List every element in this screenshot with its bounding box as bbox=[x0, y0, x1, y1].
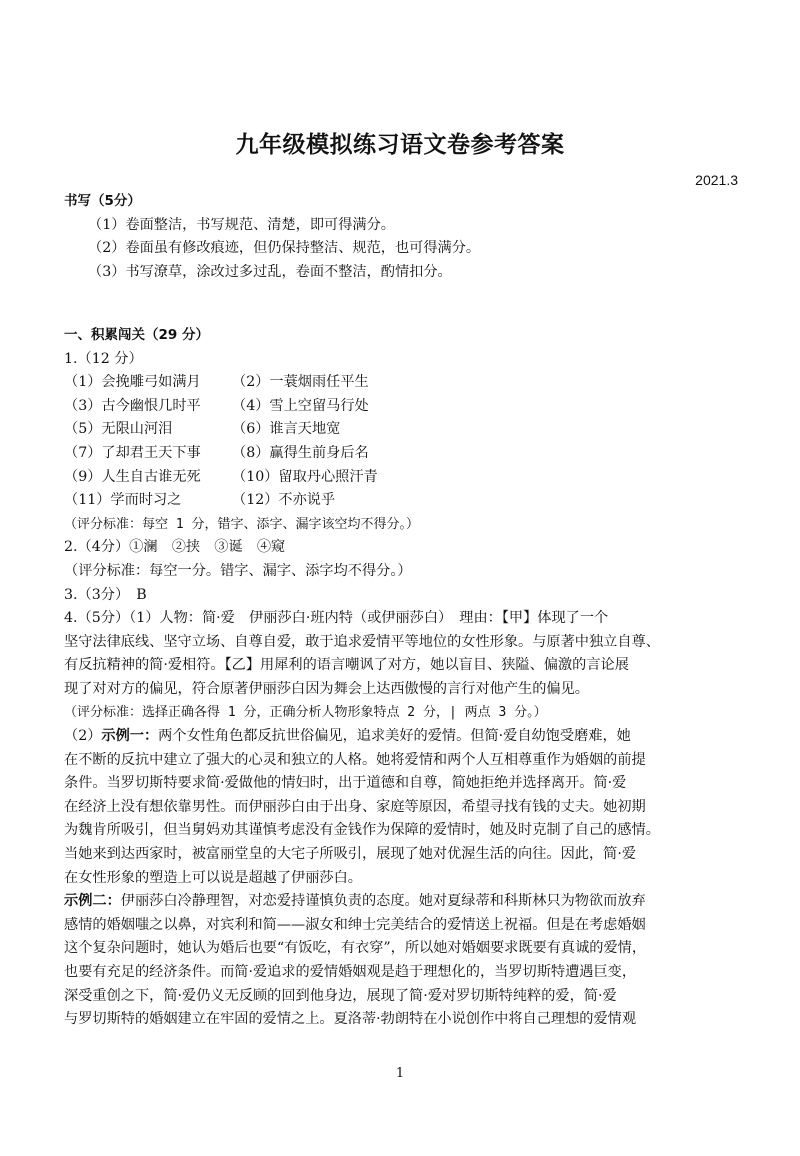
q1-answer: （12）不亦说乎 bbox=[232, 492, 336, 509]
q1-answer-grid bbox=[64, 371, 754, 513]
section1-heading: 一、积累闯关（29 分） bbox=[64, 326, 209, 343]
q1-answer: （3）古今幽恨几时平 bbox=[64, 397, 201, 414]
q4-line: 4.（5分）（1）人物：简·爱 伊丽莎白·班内特（或伊丽莎白） 理由：【甲】体现了一个 bbox=[64, 610, 609, 627]
example2-line: 这个复杂问题时，她认为婚后也要“有饭吃，有衣穿”，所以她对婚姻要求既要有真诚的爱情， bbox=[64, 940, 647, 957]
example1-line: 当她来到达西家时，被富丽堂皇的大宅子所吸引，展现了她对优渥生活的向往。因此，简·爱 bbox=[64, 846, 637, 863]
example1-line: 在经济上没有想依靠男性。而伊丽莎白由于出身、家庭等原因，希望寻找有钱的丈夫。她初期 bbox=[64, 798, 646, 815]
q1-answer: （7）了却君王天下事 bbox=[64, 444, 201, 461]
q1-answer: （9）人生自古谁无死 bbox=[64, 468, 201, 485]
answer-body bbox=[64, 190, 754, 1032]
q1-answer: （5）无限山河泪 bbox=[64, 421, 173, 438]
q1-answer: （6）谁言天地宽 bbox=[232, 421, 341, 438]
q1-answer: （11）学而时习之 bbox=[64, 492, 182, 509]
example1-line: 为魏肯所吸引，但当舅妈劝其谨慎考虑没有金钱作为保障的爱情时，她及时克制了自己的感情。 bbox=[64, 822, 660, 839]
q1-label: 1.（12 分） bbox=[64, 350, 143, 367]
example1-line: 在女性形象的塑造上可以说是超越了伊丽莎白。 bbox=[64, 869, 362, 886]
date-label: 2021.3 bbox=[695, 172, 738, 188]
q4-line: 有反抗精神的简·爱相符。【乙】用犀利的语言嘲讽了对方，她以盲目、狭隘、偏激的言论展 bbox=[64, 657, 629, 674]
example1-line: 条件。当罗切斯特要求简·爱做他的情妇时，出于道德和自尊，简她拒绝并选择离开。简·爱 bbox=[64, 775, 627, 792]
page-title: 九年级模拟练习语文卷参考答案 bbox=[235, 132, 565, 158]
q1-answer: （10）留取丹心照汗青 bbox=[232, 468, 378, 485]
page-number: 1 bbox=[395, 1066, 405, 1081]
q1-answer: （8）赢得生前身后名 bbox=[232, 444, 369, 461]
example2-first-line bbox=[64, 890, 754, 914]
q4-line: 现了对对方的偏见，符合原著伊丽莎白因为舞会上达西傲慢的言行对他产生的偏见。 bbox=[64, 680, 589, 697]
q1-answer: （1）会挽雕弓如满月 bbox=[64, 374, 201, 391]
example2-line: 与罗切斯特的婚姻建立在牢固的爱情之上。夏洛蒂·勃朗特在小说创作中将自己理想的爱情观 bbox=[64, 1011, 637, 1028]
example2-label: 示例二： bbox=[64, 893, 121, 910]
example1-label: 示例一： bbox=[101, 728, 159, 745]
q4-line: 坚守法律底线、坚守立场、自尊自爱，敢于追求爱情平等地位的女性形象。与原著中独立自尊、 bbox=[64, 633, 660, 650]
example2-line: 也要有充足的经济条件。而简·爱追求的爱情婚姻观是趋于理想化的，当罗切斯特遭遇巨变， bbox=[64, 964, 637, 980]
q2-answer: 2.（4分）①澜 ②挟 ③诞 ④窥 bbox=[64, 539, 286, 556]
writing-item: （1）卷面整洁，书写规范、清楚，即可得满分。 bbox=[88, 216, 395, 233]
example1-first-line bbox=[64, 725, 754, 749]
example1-text: 两个女性角色都反抗世俗偏见，追求美好的爱情。但简·爱自幼饱受磨难，她 bbox=[158, 728, 631, 745]
q2-scoring-note: （评分标准：每空一分。错字、漏字、添字均不得分。） bbox=[64, 562, 412, 579]
example2-text: 伊丽莎白冷静理智，对恋爱持谨慎负责的态度。她对夏绿蒂和科斯林只为物欲而放弃 bbox=[120, 893, 646, 910]
q4-scoring-note: （评分标准：选择正确各得 1 分，正确分析人物形象特点 2 分，| 两点 3 分。） bbox=[64, 705, 547, 721]
example2-line: 感情的婚姻嗤之以鼻，对宾利和简——淑女和绅士完美结合的爱情送上祝福。但是在考虑婚姻 bbox=[64, 916, 646, 933]
writing-item: （3）书写潦草，涂改过多过乱，卷面不整洁，酌情扣分。 bbox=[88, 263, 452, 280]
example2-line: 深受重创之下，简·爱仍义无反顾的回到他身边，展现了简·爱对罗切斯特纯粹的爱，简·爱 bbox=[64, 987, 617, 1004]
q1-answer: （2）一蓑烟雨任平生 bbox=[232, 374, 369, 391]
example1-line: 在不断的反抗中建立了强大的心灵和独立的人格。她将爱情和两个人互相尊重作为婚姻的前提 bbox=[64, 751, 646, 768]
writing-heading: 书写（5分） bbox=[64, 193, 141, 209]
writing-item: （2）卷面虽有修改痕迹，但仍保持整洁、规范，也可得满分。 bbox=[88, 240, 481, 257]
q1-scoring-note: （评分标准：每空 1 分，错字、添字、漏字该空均不得分。） bbox=[64, 516, 419, 532]
q3-answer: 3.（3分） B bbox=[64, 586, 147, 603]
example1-lead: （2） bbox=[64, 728, 102, 745]
q1-answer: （4）雪上空留马行处 bbox=[232, 397, 369, 414]
